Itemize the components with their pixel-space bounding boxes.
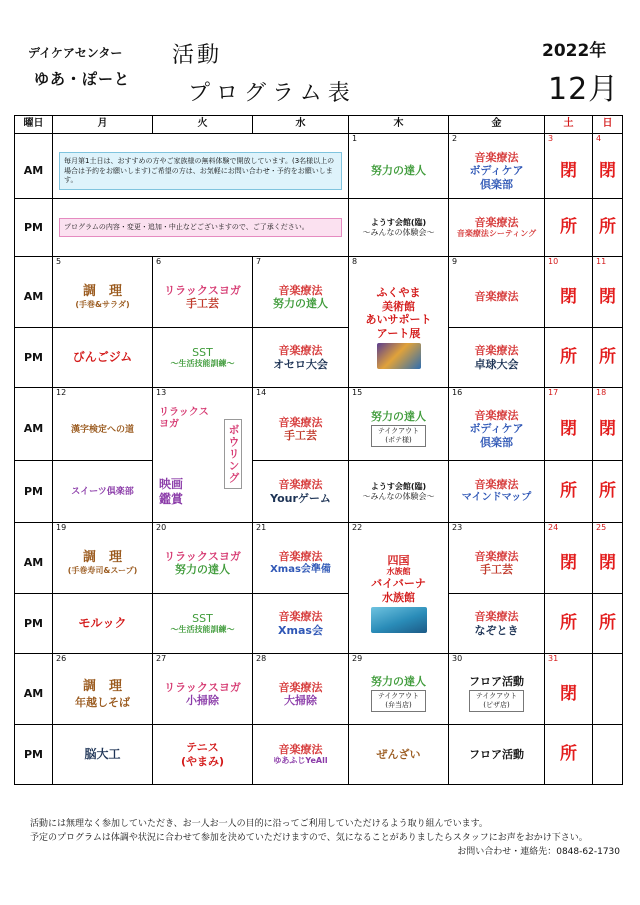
activity-label: 調 理 xyxy=(82,679,122,695)
activity-label: リラックスヨガ xyxy=(164,549,241,563)
event-label: バイバーナ xyxy=(371,577,426,591)
week2-daynums xyxy=(15,257,623,268)
day-number: 26 xyxy=(53,654,153,665)
activity-sublabel: ～みんなの体験会～ xyxy=(362,491,435,501)
activity-label: スイーツ倶楽部 xyxy=(71,487,134,498)
day-number: 2 xyxy=(449,134,545,145)
activity-label: テニス xyxy=(186,740,219,754)
activity-label: 音楽療法 xyxy=(278,680,323,694)
day-number: 17 xyxy=(545,388,593,399)
month-label: 12月 xyxy=(548,72,620,107)
day-number: 31 xyxy=(545,654,593,665)
closed-label: 所 xyxy=(599,346,616,367)
activity-label: ヨガ xyxy=(159,419,179,430)
week3-daynums xyxy=(15,388,623,399)
weekday-header-row xyxy=(15,116,623,134)
bowling-event: ボウリング xyxy=(224,419,242,489)
closed-label: 閉 xyxy=(560,160,577,181)
takeout-box xyxy=(469,690,524,712)
program-calendar xyxy=(14,115,623,785)
day-number: 27 xyxy=(153,654,253,665)
takeout-box xyxy=(371,690,426,712)
closed-label: 所 xyxy=(599,612,616,633)
activity-label: 音楽療法 xyxy=(278,283,323,297)
activity-label: 小掃除 xyxy=(186,694,219,708)
closed-label: 所 xyxy=(599,216,616,237)
activity-label: 努力の達人 xyxy=(371,674,426,688)
activity-label: 音楽療法 xyxy=(474,478,519,492)
activity-label: 年越しそば xyxy=(75,695,130,709)
activity-label: 倶楽部 xyxy=(480,436,513,450)
col-header-wed: 水 xyxy=(253,116,349,134)
day-number: 16 xyxy=(449,388,545,399)
activity-label: ようす会館(臨) xyxy=(370,481,427,491)
activity-label: 調 理 xyxy=(82,284,122,300)
closed-label: 閉 xyxy=(599,286,616,307)
closed-label: 所 xyxy=(560,743,577,764)
activity-label: 音楽療法 xyxy=(278,550,323,564)
activity-label: びんごジム xyxy=(72,350,133,364)
am-label: AM xyxy=(15,399,53,461)
week5-pm-row xyxy=(15,725,623,785)
activity-label: 卓球大会 xyxy=(474,357,519,371)
col-header-weekday: 曜日 xyxy=(15,116,53,134)
takeout-label: テイクアウト xyxy=(475,692,518,701)
day-number: 5 xyxy=(53,257,153,268)
activity-label: 音楽療法 xyxy=(278,742,323,756)
day-number: 18 xyxy=(593,388,623,399)
col-header-fri: 金 xyxy=(449,116,545,134)
event-label: ふくやま xyxy=(376,285,421,299)
takeout-shop: (ポテ様) xyxy=(385,436,412,445)
week4-pm-row xyxy=(15,594,623,654)
am-label: AM xyxy=(15,268,53,328)
activity-label: SST xyxy=(192,345,213,359)
activity-label: 鑑賞 xyxy=(159,491,184,506)
activity-label: 音楽療法 xyxy=(278,477,323,491)
activity-label: 努力の達人 xyxy=(273,297,328,311)
takeout-shop: (弁当店) xyxy=(385,701,412,710)
week1-am-row xyxy=(15,145,623,199)
activity-label: 手工芸 xyxy=(186,297,219,311)
event-label: 水族館 xyxy=(382,591,415,605)
activity-label: モルック xyxy=(78,616,127,630)
day-number: 29 xyxy=(349,654,449,665)
footer-note-1: 活動には無理なく参加していただき、お一人お一人の目的に沿ってご利用していただけるよう取り組んでいます。 xyxy=(30,819,488,829)
activity-sublabel: ～生活技能訓練～ xyxy=(170,625,235,635)
day-number: 25 xyxy=(593,523,623,534)
day-number: 9 xyxy=(449,257,545,268)
day-number: 11 xyxy=(593,257,623,268)
takeout-shop: (ピザ店) xyxy=(483,701,510,710)
week2-am-row xyxy=(15,268,623,328)
week3-am-row xyxy=(15,399,623,461)
activity-label: 調 理 xyxy=(82,550,122,566)
activity-label: オセロ大会 xyxy=(273,357,328,371)
activity-label: 努力の達人 xyxy=(371,164,426,178)
day-number xyxy=(593,654,623,665)
event-label: 美術館 xyxy=(382,299,415,313)
activity-label: 音楽療法 xyxy=(474,290,519,304)
activity-sublabel: (手巻寿司&スープ) xyxy=(67,566,138,576)
aquarium-photo xyxy=(371,607,427,633)
event-label: 四国 xyxy=(387,553,410,567)
week3-pm-row xyxy=(15,461,623,523)
activity-label: リラックス xyxy=(159,406,209,418)
activity-label: 音楽療法 xyxy=(278,415,323,429)
activity-label: フロア活動 xyxy=(469,674,524,688)
center-name: デイケアセンター xyxy=(28,46,123,60)
closed-label: 閉 xyxy=(599,160,616,181)
activity-label: Yourゲーム xyxy=(270,491,331,505)
week1-daynums xyxy=(15,134,623,145)
activity-sublabel: ～生活技能訓練～ xyxy=(170,359,235,369)
page-header xyxy=(0,0,640,115)
footer-note-2: 予定のプログラムは体調や状況に合わせて参加を決めていただけますので、気になることがありましたらスタッフにお声をおかけ下さい。 xyxy=(30,832,588,843)
day-number: 8 xyxy=(349,257,449,268)
closed-label: 所 xyxy=(560,612,577,633)
activity-label: ボディケア xyxy=(469,164,524,178)
activity-label: 大掃除 xyxy=(284,694,317,708)
day-number: 3 xyxy=(545,134,593,145)
contact-info: お問い合わせ・連絡先：0848-62-1730 xyxy=(457,846,620,857)
activity-label: 映画 xyxy=(159,476,184,491)
col-header-tue: 火 xyxy=(153,116,253,134)
activity-sublabel: ～みんなの体験会～ xyxy=(362,227,435,237)
day-number: 1 xyxy=(349,134,449,145)
day-number: 24 xyxy=(545,523,593,534)
pm-label: PM xyxy=(15,725,53,785)
activity-label: マインドマップ xyxy=(461,492,532,504)
week2-pm-row xyxy=(15,328,623,388)
day-number: 20 xyxy=(153,523,253,534)
activity-sublabel: 音楽療法シーティング xyxy=(456,229,537,239)
closed-label: 所 xyxy=(560,216,577,237)
activity-label: 音楽療法 xyxy=(278,343,323,357)
pm-label: PM xyxy=(15,199,53,257)
day-number: 4 xyxy=(593,134,623,145)
activity-label: 手工芸 xyxy=(480,563,513,577)
week5-daynums xyxy=(15,654,623,665)
activity-label: SST xyxy=(192,611,213,625)
activity-label: 脳大工 xyxy=(84,747,121,761)
event-label: アート展 xyxy=(376,327,421,340)
pm-label: PM xyxy=(15,461,53,523)
day-number: 22 xyxy=(349,523,449,534)
day-number: 13 xyxy=(153,388,253,399)
takeout-box xyxy=(371,425,426,447)
activity-label: 漢字検定への道 xyxy=(70,425,134,436)
closed-label: 所 xyxy=(560,346,577,367)
activity-label: ようす会館(臨) xyxy=(370,217,427,227)
activity-label: 音楽療法 xyxy=(474,609,519,623)
event-label: あいサポート xyxy=(365,313,432,327)
activity-label: 手工芸 xyxy=(284,429,317,443)
page-title: 活動 xyxy=(172,43,223,68)
day-number: 23 xyxy=(449,523,545,534)
event-label: 水族館 xyxy=(386,567,411,577)
am-label: AM xyxy=(15,145,53,199)
activity-label: 音楽療法 xyxy=(474,150,519,164)
closed-label: 所 xyxy=(560,480,577,501)
trial-notice: 毎月第1土日は、おすすめの方やご家族様の無料体験で開放しています。(3名様以上の場合は予約をお願いします)ご希望の方は、お気軽にお問い合わせ・予約をお願いします。 xyxy=(59,152,342,190)
activity-sublabel: (手巻&サラダ) xyxy=(75,300,130,310)
week4-daynums xyxy=(15,523,623,534)
day-number: 12 xyxy=(53,388,153,399)
closed-label: 閉 xyxy=(599,552,616,573)
takeout-label: テイクアウト xyxy=(377,427,420,436)
pm-label: PM xyxy=(15,328,53,388)
center-subname: ゆあ・ぽーと xyxy=(34,70,131,88)
week4-am-row xyxy=(15,534,623,594)
am-label: AM xyxy=(15,534,53,594)
activity-label: なぞとき xyxy=(474,623,519,637)
day-number: 15 xyxy=(349,388,449,399)
am-label: AM xyxy=(15,665,53,725)
activity-label: (やまみ) xyxy=(180,754,225,768)
activity-label: 倶楽部 xyxy=(480,178,513,192)
program-change-notice: プログラムの内容・変更・追加・中止などございますので、ご了承ください。 xyxy=(59,218,342,237)
col-header-sat: 土 xyxy=(545,116,593,134)
closed-label: 閉 xyxy=(560,683,577,704)
activity-label: 努力の達人 xyxy=(371,409,426,423)
day-number: 19 xyxy=(53,523,153,534)
week5-am-row xyxy=(15,665,623,725)
page-subtitle: プログラム表 xyxy=(188,81,356,106)
activity-label: ぜんざい xyxy=(376,747,421,761)
day-number: 10 xyxy=(545,257,593,268)
activity-label: Xmas会準備 xyxy=(270,563,331,575)
activity-label: 音楽療法 xyxy=(474,549,519,563)
footer-notes xyxy=(30,818,630,860)
day-number: 28 xyxy=(253,654,349,665)
activity-label: ゆあふじYeAll xyxy=(273,756,328,766)
activity-label: 音楽療法 xyxy=(474,343,519,357)
activity-label: リラックスヨガ xyxy=(164,283,241,297)
day-number: 14 xyxy=(253,388,349,399)
day-number: 21 xyxy=(253,523,349,534)
activity-label: 音楽療法 xyxy=(474,215,519,229)
pm-label: PM xyxy=(15,594,53,654)
col-header-thu: 木 xyxy=(349,116,449,134)
activity-label: 音楽療法 xyxy=(278,609,323,623)
closed-label: 閉 xyxy=(560,552,577,573)
art-exhibit-photo xyxy=(377,343,421,369)
col-header-sun: 日 xyxy=(593,116,623,134)
activity-label: リラックスヨガ xyxy=(164,680,241,694)
takeout-label: テイクアウト xyxy=(377,692,420,701)
col-header-mon: 月 xyxy=(53,116,153,134)
day-number: 7 xyxy=(253,257,349,268)
activity-label: フロア活動 xyxy=(469,747,524,761)
day-number: 6 xyxy=(153,257,253,268)
day-number: 30 xyxy=(449,654,545,665)
activity-label: 音楽療法 xyxy=(474,408,519,422)
activity-label: 努力の達人 xyxy=(175,563,230,577)
week1-pm-row xyxy=(15,199,623,257)
closed-label: 閉 xyxy=(560,286,577,307)
closed-label: 所 xyxy=(599,480,616,501)
year-label: 2022年 xyxy=(542,41,607,61)
closed-label: 閉 xyxy=(560,418,577,439)
closed-label: 閉 xyxy=(599,418,616,439)
activity-label: Xmas会 xyxy=(278,623,323,637)
activity-label: ボディケア xyxy=(469,422,524,436)
